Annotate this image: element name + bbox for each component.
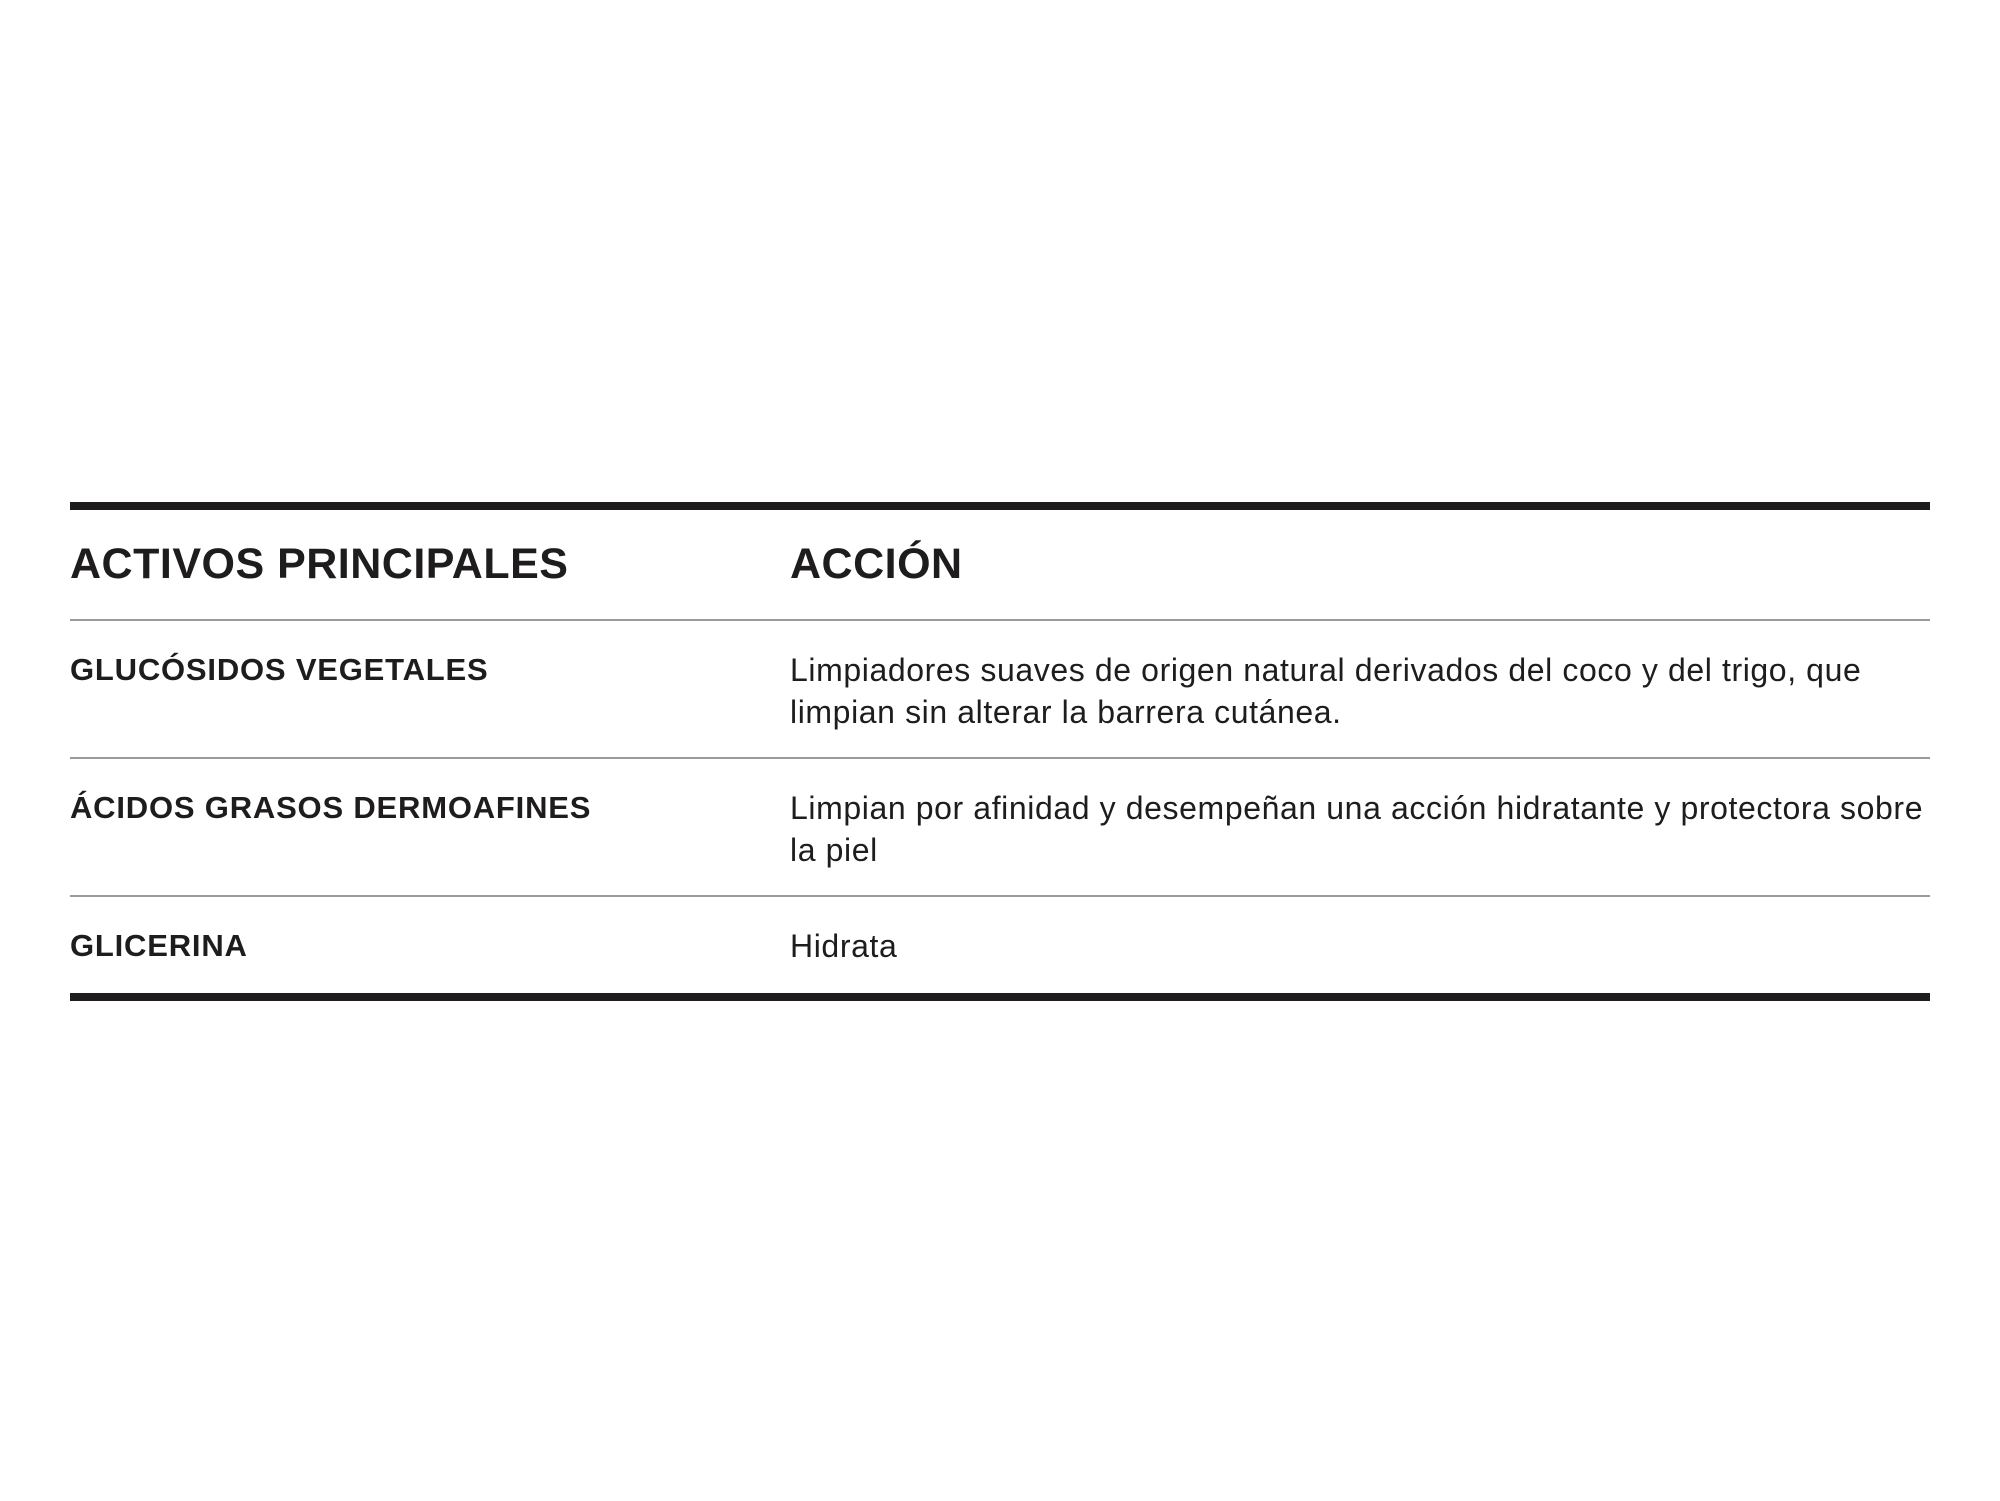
header-ingredients: ACTIVOS PRINCIPALES: [70, 506, 790, 620]
ingredients-table: [70, 502, 1930, 1001]
ingredient-name: GLUCÓSIDOS VEGETALES: [70, 620, 790, 758]
header-action: ACCIÓN: [790, 506, 1930, 620]
header-row: [70, 506, 1930, 620]
ingredient-action: Hidrata: [790, 928, 898, 964]
table-row: [70, 620, 1930, 758]
table-header: [70, 506, 1930, 620]
table-row: [70, 758, 1930, 896]
ingredient-name: ÁCIDOS GRASOS DERMOAFINES: [70, 758, 790, 896]
ingredient-action: Limpian por afinidad y desempeñan una acción hidratante y protectora sobre la piel: [790, 758, 1930, 896]
ingredient-name: GLICERINA: [70, 928, 248, 963]
table-row: [70, 896, 1930, 997]
ingredient-action: Limpiadores suaves de origen natural derivados del coco y del trigo, que limpian sin alterar la barrera cutánea.: [790, 620, 1930, 758]
table-body: [70, 620, 1930, 997]
